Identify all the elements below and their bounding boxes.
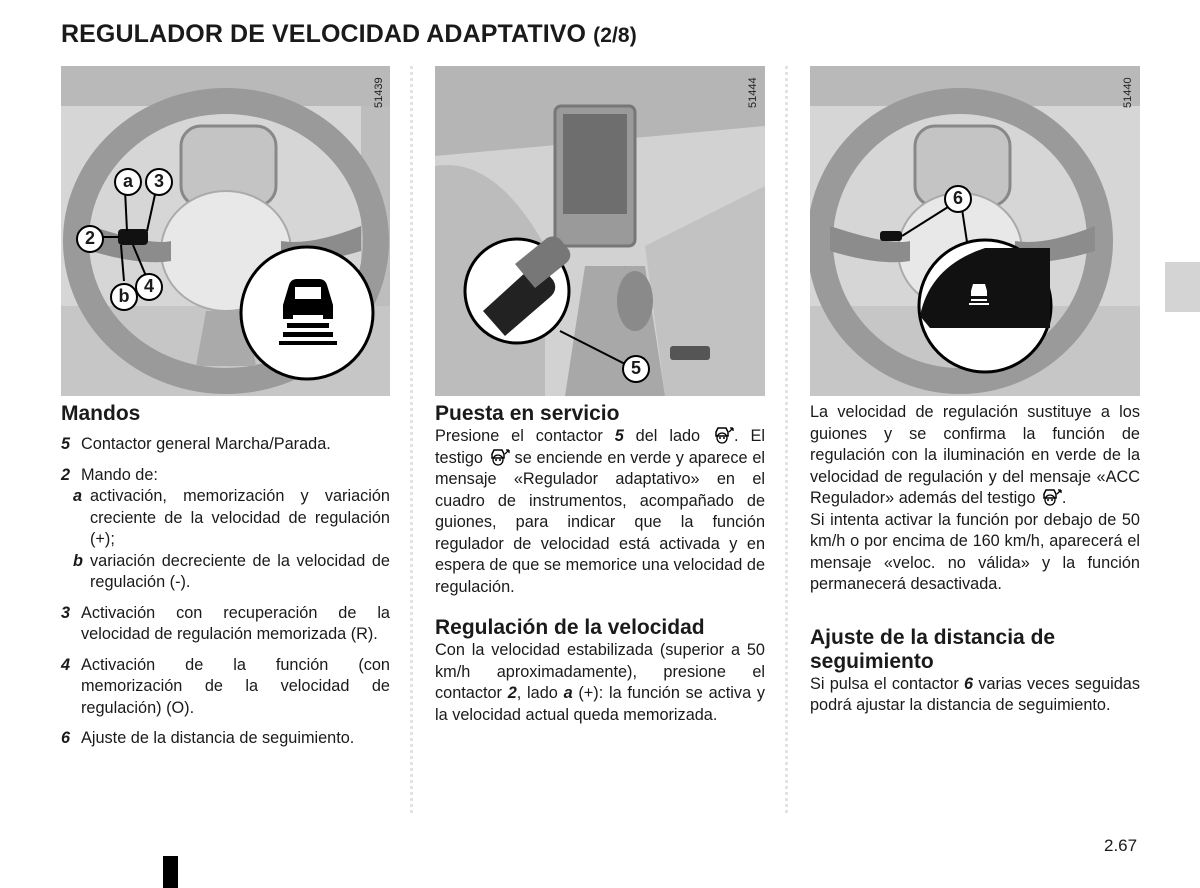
section-heading: Ajuste de la distancia de seguimiento	[810, 625, 1056, 673]
column-activation	[435, 402, 765, 726]
column-separator	[785, 66, 788, 816]
callout-a: a	[114, 168, 142, 196]
callout-2: 2	[76, 225, 104, 253]
column-confirmation	[810, 402, 1140, 717]
paragraph: Con la velocidad estabilizada (superior a 50 km/h aproximadamente), presione el contactor 2, lado a (+): la función se activa y la velocidad actual queda memorizada.	[435, 641, 765, 724]
figure-ref-number: 51440	[1122, 77, 1134, 108]
paragraph: La velocidad de regulación sustituye a los guiones y se confirma la función de regulación con la iluminación en verde de la velocidad de regulación y del mensaje «ACC Regulador» además del testigo .	[810, 403, 1140, 507]
chapter-tab	[1165, 262, 1200, 312]
list-item: 5 Contactor general Marcha/Parada.	[61, 435, 331, 453]
paragraph: Si intenta activar la función por debajo de 50 km/h o por encima de 160 km/h, aparecerá el mensaje «veloc. no válida» y la función permanecerá desactivada.	[810, 510, 1140, 593]
acc-speed-icon	[488, 448, 510, 466]
title-part: (2/8)	[593, 24, 637, 47]
list-item: 3 Activación con recuperación de la velocidad de regulación memorizada (R).	[61, 603, 390, 643]
list-subitem: a activación, memorización y variación creciente de la velocidad de regulación (+);	[73, 487, 390, 548]
paragraph: Presione el contactor 5 del lado . El testigo se enciende en verde y aparece el mensaje «Regulador adaptativo» en el cuadro de instrumentos, acompañado de guiones, para indicar que la función regulador de velocidad está activada y en espera de que se memorice una velocidad de regulación.	[435, 427, 766, 596]
crop-mark	[163, 856, 178, 888]
acc-speed-icon	[712, 426, 734, 444]
figure-distance-switch	[810, 66, 1140, 396]
page-number: 2.67	[1104, 836, 1138, 855]
callout-3: 3	[145, 168, 173, 196]
column-separator	[410, 66, 413, 816]
list-subitem: b variación decreciente de la velocidad de regulación (-).	[73, 551, 390, 591]
callout-b: b	[110, 283, 138, 311]
figure-console-switch	[435, 66, 765, 396]
section-heading: Puesta en servicio	[435, 402, 620, 425]
acc-speed-icon	[1040, 488, 1062, 506]
callout-4: 4	[135, 273, 163, 301]
callout-6: 6	[944, 185, 972, 213]
paragraph: Si pulsa el contactor 6 varias veces seguidas podrá ajustar la distancia de seguimiento.	[810, 674, 1140, 714]
column-controls	[61, 402, 390, 750]
title-text: REGULADOR DE VELOCIDAD ADAPTATIVO	[61, 20, 587, 48]
page-title	[61, 20, 637, 49]
acc-distance-icon	[269, 275, 347, 345]
callout-5: 5	[622, 355, 650, 383]
figure-ref-number: 51444	[747, 77, 759, 108]
figure-ref-number: 51439	[373, 77, 385, 108]
list-item: 2 Mando de:	[61, 465, 158, 484]
acc-distance-icon	[965, 281, 993, 307]
section-heading: Mandos	[61, 402, 141, 425]
list-item: 6 Ajuste de la distancia de seguimiento.	[61, 729, 355, 747]
list-item: 4 Activación de la función (con memorización de la velocidad de regulación) (O).	[61, 655, 390, 717]
figure-steering-controls	[61, 66, 390, 396]
section-heading: Regulación de la velocidad	[435, 616, 705, 639]
